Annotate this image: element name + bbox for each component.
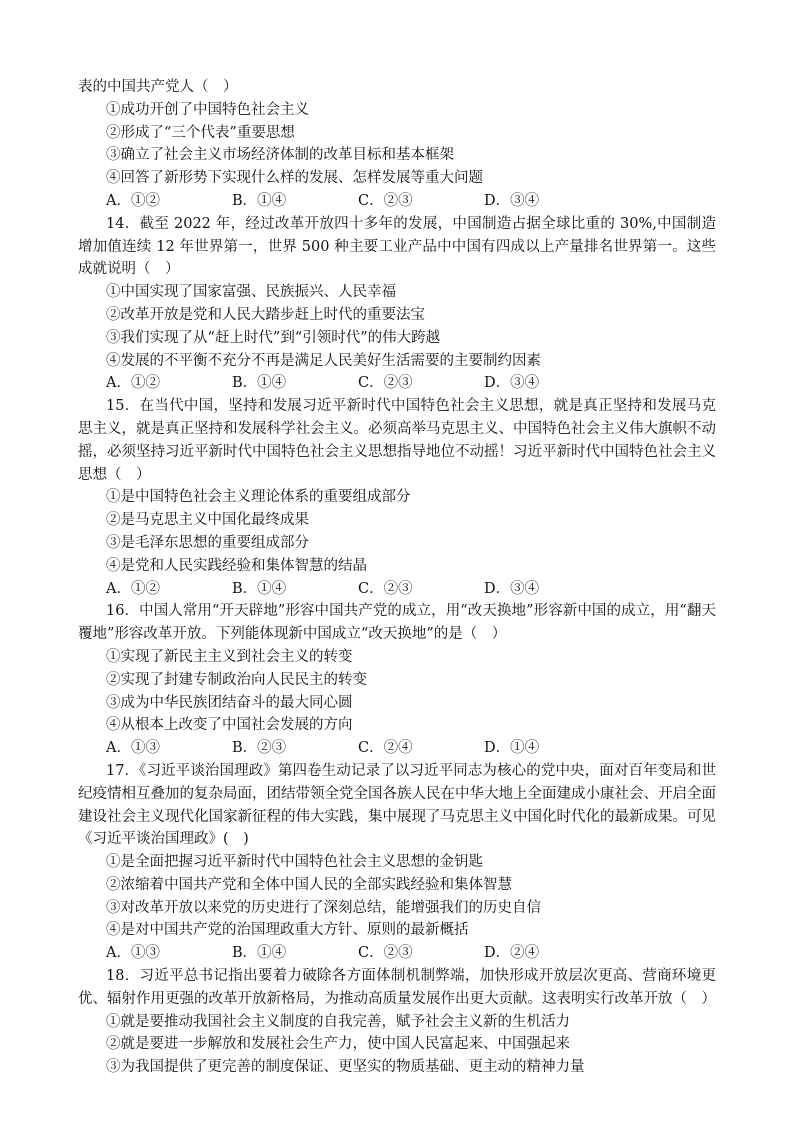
option-3: ③成为中华民族团结奋斗的最大同心圆: [106, 694, 353, 711]
option-4: ④发展的不平衡不充分不再是满足人民美好生活需要的主要制约因素: [106, 352, 541, 369]
option-3: ③我们实现了从“赶上时代”到“引领时代”的伟大跨越: [106, 329, 441, 346]
answer-d: D．②④: [484, 945, 540, 962]
answer-choices: [78, 190, 716, 213]
answer-a: A．①②: [106, 375, 160, 392]
question-stem: 18．习近平总书记指出要着力破除各方面体制机制弊端，加快形成开放层次更高、营商环境更优、辐射作用更强的改革开放新格局，为推动高质量发展作出更大贡献。这表明实行改革开放（ ）: [78, 968, 716, 1007]
question-stem-tail: 表的中国共产党人（ ）: [78, 79, 238, 95]
option-1: ①中国实现了国家富强、民族振兴、人民幸福: [106, 284, 396, 301]
option-4: ④是对中国共产党的治国理政重大方针、原则的最新概括: [106, 922, 469, 939]
answer-b: B．①④: [232, 945, 287, 962]
answer-choices: [78, 737, 716, 760]
answer-b: B．②③: [232, 740, 287, 757]
question-14: [78, 213, 716, 395]
option-2: ②改革开放是党和人民大踏步赶上时代的重要法宝: [106, 306, 425, 323]
option-2: ②是马克思主义中国化最终成果: [106, 512, 309, 529]
answer-b: B．①④: [232, 192, 287, 209]
answer-a: A．①②: [106, 192, 160, 209]
answer-c: C．②④: [358, 740, 413, 757]
question-13-continued: [78, 76, 716, 213]
option-1: ①是中国特色社会主义理论体系的重要组成部分: [106, 489, 411, 506]
question-18: [78, 965, 716, 1079]
answer-c: C．②③: [358, 580, 413, 597]
question-15: [78, 395, 716, 600]
answer-b: B．①④: [232, 375, 287, 392]
option-1: ①就是要推动我国社会主义制度的自我完善，赋予社会主义新的生机活力: [106, 1013, 570, 1030]
answer-d: D．①④: [484, 740, 540, 757]
option-1: ①是全面把握习近平新时代中国特色社会主义思想的金钥匙: [106, 854, 483, 871]
answer-c: C．②③: [358, 192, 413, 209]
answer-choices: [78, 372, 716, 395]
option-1: ①实现了新民主主义到社会主义的转变: [106, 648, 353, 665]
question-stem: 14．截至 2022 年，经过改革开放四十多年的发展，中国制造占据全球比重的 30%,中国制造增加值连续 12 年世界第一，世界 500 种主要工业产品中中国有四成以上产量排名世界第一。这些成就说明（ ）: [78, 215, 716, 278]
question-stem: 15．在当代中国，坚持和发展习近平新时代中国特色社会主义思想，就是真正坚持和发展马克思主义，就是真正坚持和发展科学社会主义。必须高举马克思主义、中国特色社会主义伟大旗帜不动摇，必须坚持习近平新时代中国特色社会主义思想指导地位不动摇！习近平新时代中国特色社会主义思想（ ）: [78, 398, 716, 483]
answer-a: A．①②: [106, 580, 160, 597]
option-3: ③为我国提供了更完善的制度保证、更坚实的物质基础、更主动的精神力量: [106, 1059, 585, 1076]
question-17: [78, 760, 716, 965]
answer-a: A．①③: [106, 945, 160, 962]
option-3: ③对改革开放以来党的历史进行了深刻总结，能增强我们的历史自信: [106, 899, 541, 916]
option-3: ③是毛泽东思想的重要组成部分: [106, 534, 309, 551]
option-1: ①成功开创了中国特色社会主义: [106, 101, 309, 118]
option-4: ④从根本上改变了中国社会发展的方向: [106, 717, 353, 734]
answer-d: D．③④: [484, 375, 540, 392]
option-3: ③确立了社会主义市场经济体制的改革目标和基本框架: [106, 147, 454, 164]
option-2: ②实现了封建专制政治向人民民主的转变: [106, 671, 367, 688]
answer-b: B．①④: [232, 580, 287, 597]
answer-d: D．③④: [484, 192, 540, 209]
option-4: ④回答了新形势下实现什么样的发展、怎样发展等重大问题: [106, 170, 483, 187]
option-2: ②就是要进一步解放和发展社会生产力，使中国人民富起来、中国强起来: [106, 1036, 570, 1053]
answer-a: A．①③: [106, 740, 160, 757]
option-2: ②浓缩着中国共产党和全体中国人民的全部实践经验和集体智慧: [106, 876, 512, 893]
answer-c: C．②③: [358, 945, 413, 962]
question-stem: 16．中国人常用“开天辟地”形容中国共产党的成立，用“改天换地”形容新中国的成立，用“翻天覆地”形容改革开放。下列能体现新中国成立“改天换地”的是（ ）: [78, 603, 716, 643]
answer-choices: [78, 578, 716, 601]
option-2: ②形成了“三个代表”重要思想: [106, 124, 295, 141]
answer-choices: [78, 942, 716, 965]
answer-d: D．③④: [484, 580, 540, 597]
option-4: ④是党和人民实践经验和集体智慧的结晶: [106, 557, 367, 574]
question-stem: 17．《习近平谈治国理政》第四卷生动记录了以习近平同志为核心的党中央，面对百年变局和世纪疫情相互叠加的复杂局面，团结带领全党全国各族人民在中华大地上全面建成小康社会、开启全面建设社会主义现代化国家新征程的伟大实践，集中展现了马克思主义中国化时代化的最新成果。可见《习近平谈治国理政》( ): [78, 762, 716, 848]
question-16: [78, 600, 716, 760]
answer-c: C．②③: [358, 375, 413, 392]
